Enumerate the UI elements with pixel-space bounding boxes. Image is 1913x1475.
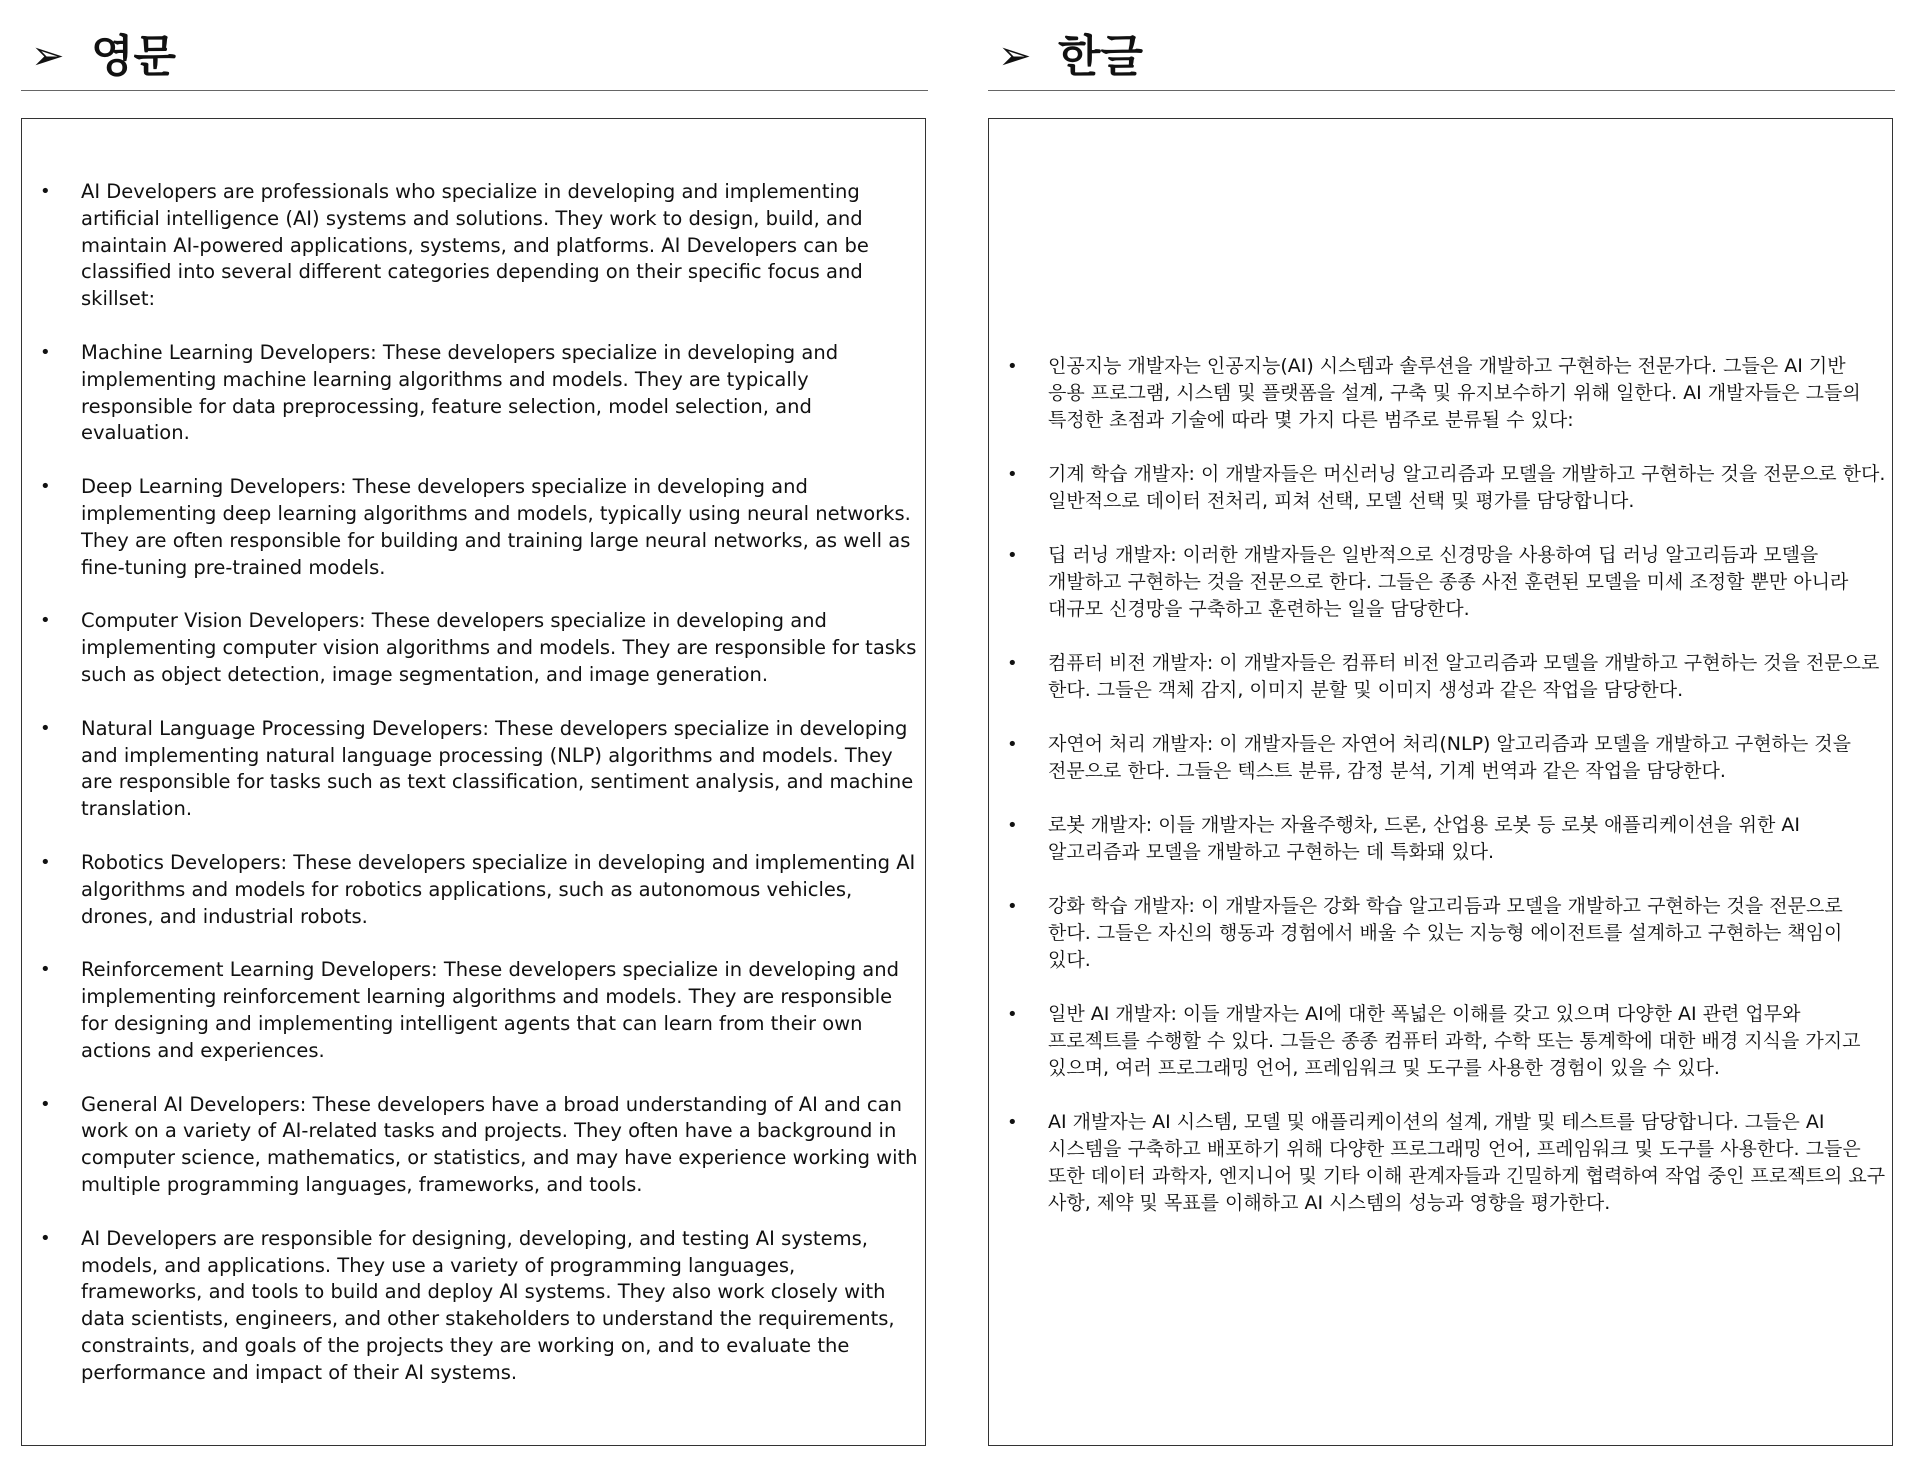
list-item bbox=[1007, 812, 1887, 866]
bullet-icon: • bbox=[40, 851, 51, 873]
english-bullet-list bbox=[40, 179, 920, 1413]
list-item-text: 자연어 처리 개발자: 이 개발자들은 자연어 처리(NLP) 알고리즘과 모델을 개발하고 구현하는 것을 전문으로 한다. 그들은 텍스트 분류, 감정 분석, 기계 번역과 같은 작업을 담당한다. bbox=[1048, 733, 1852, 782]
list-item-text: AI 개발자는 AI 시스템, 모델 및 애플리케이션의 설계, 개발 및 테스트를 담당합니다. 그들은 AI 시스템을 구축하고 배포하기 위해 다양한 프로그래밍 언어, 프레임워크 및 도구를 사용한다. 그들은 또한 데이터 과학자, 엔지니어 및 기타 이해 관계자들과 긴밀하게 협력하여 작업 중인 프로젝트의 요구 사항, 제약 및 목표를 이해하고 AI 시스템의 성능과 영향을 평가한다. bbox=[1048, 1111, 1886, 1214]
bullet-icon: • bbox=[40, 181, 51, 202]
arrow-bullet-icon: ➢ bbox=[31, 33, 65, 79]
bullet-icon: • bbox=[1007, 356, 1018, 377]
bullet-icon: • bbox=[1007, 1112, 1018, 1133]
list-item bbox=[1007, 1001, 1887, 1082]
list-item bbox=[40, 1226, 920, 1387]
list-item-text: 일반 AI 개발자: 이들 개발자는 AI에 대한 폭넓은 이해를 갖고 있으며 다양한 AI 관련 업무와 프로젝트를 수행할 수 있다. 그들은 종종 컴퓨터 과학, 수학 또는 통계학에 대한 배경 지식을 가지고 있으며, 여러 프로그래밍 언어, 프레임워크 및 도구를 사용한 경험이 있을 수 있다. bbox=[1048, 1003, 1861, 1079]
bullet-icon: • bbox=[40, 959, 51, 981]
english-text-box bbox=[21, 118, 926, 1446]
list-item bbox=[40, 474, 920, 581]
list-item bbox=[1007, 1109, 1887, 1217]
list-item-text: 딥 러닝 개발자: 이러한 개발자들은 일반적으로 신경망을 사용하여 딥 러닝 알고리듬과 모델을 개발하고 구현하는 것을 전문으로 한다. 그들은 종종 사전 훈련된 모델을 미세 조정할 뿐만 아니라 대규모 신경망을 구축하고 훈련하는 일을 담당한다. bbox=[1048, 544, 1849, 620]
korean-heading-title: 한글 bbox=[1058, 31, 1144, 82]
list-item bbox=[40, 957, 920, 1064]
list-item-text: 로봇 개발자: 이들 개발자는 자율주행차, 드론, 산업용 로봇 등 로봇 애플리케이션을 위한 AI 알고리즘과 모델을 개발하고 구현하는 데 특화돼 있다. bbox=[1048, 814, 1800, 863]
list-item bbox=[1007, 461, 1887, 515]
list-item-text: 강화 학습 개발자: 이 개발자들은 강화 학습 알고리듬과 모델을 개발하고 구현하는 것을 전문으로 한다. 그들은 자신의 행동과 경험에서 배울 수 있는 지능형 에이전트를 설계하고 구현하는 책임이 있다. bbox=[1048, 895, 1843, 971]
list-item-text: Deep Learning Developers: These developers specialize in developing and implementing deep learning algorithms and models, typically using neural networks. They are often responsible for building and training large neural networks, as well as fine-tuning pre-trained models. bbox=[81, 475, 911, 579]
list-item bbox=[1007, 650, 1887, 704]
list-item-text: General AI Developers: These developers have a broad understanding of AI and can work on a variety of AI-related tasks and projects. They often have a background in computer science, mathematics, or statistics, and may have experience working with multiple programming languages, frameworks, and tools. bbox=[81, 1092, 918, 1196]
list-item-text: Natural Language Processing Developers: These developers specialize in developing and implementing natural language processing (NLP) algorithms and models. They are responsible for tasks such as text classification, sentiment analysis, and machine translation. bbox=[81, 716, 914, 821]
list-item-text: AI Developers are responsible for designing, developing, and testing AI systems, models, and applications. They use a variety of programming languages, frameworks, and tools to build and deploy AI systems. They also work closely with data scientists, engineers, and other stakeholders to understand the requirements, constraints, and goals of the projects they are working on, and to evaluate the performance and impact of their AI systems. bbox=[81, 1226, 895, 1384]
list-item bbox=[1007, 353, 1887, 434]
arrow-bullet-icon: ➢ bbox=[998, 33, 1032, 79]
bullet-icon: • bbox=[1007, 896, 1018, 917]
english-heading-title: 영문 bbox=[91, 31, 177, 82]
bullet-icon: • bbox=[1007, 815, 1018, 836]
bullet-icon: • bbox=[1007, 653, 1018, 674]
list-item-text: Reinforcement Learning Developers: These developers specialize in developing and implementing reinforcement learning algorithms and models. They are responsible for designing and implementing intelligent agents that can learn from their own actions and experiences. bbox=[81, 958, 899, 1062]
list-item-text: 인공지능 개발자는 인공지능(AI) 시스템과 솔루션을 개발하고 구현하는 전문가다. 그들은 AI 기반 응용 프로그램, 시스템 및 플랫폼을 설계, 구축 및 유지보수하기 위해 일한다. AI 개발자들은 그들의 특정한 초점과 기술에 따라 몇 가지 다른 범주로 분류될 수 있다: bbox=[1048, 355, 1861, 431]
list-item bbox=[1007, 542, 1887, 623]
list-item bbox=[1007, 893, 1887, 974]
bullet-icon: • bbox=[1007, 464, 1018, 485]
bullet-icon: • bbox=[40, 1227, 51, 1249]
list-item-text: 컴퓨터 비전 개발자: 이 개발자들은 컴퓨터 비전 알고리즘과 모델을 개발하고 구현하는 것을 전문으로 한다. 그들은 객체 감지, 이미지 분할 및 이미지 생성과 같은 작업을 담당한다. bbox=[1048, 652, 1880, 701]
list-item bbox=[40, 608, 920, 688]
list-item-text: 기계 학습 개발자: 이 개발자들은 머신러닝 알고리즘과 모델을 개발하고 구현하는 것을 전문으로 한다. 일반적으로 데이터 전처리, 피쳐 선택, 모델 선택 및 평가를 담당합니다. bbox=[1048, 463, 1886, 512]
korean-bullet-list bbox=[1007, 353, 1887, 1244]
list-item bbox=[40, 340, 920, 447]
bullet-icon: • bbox=[40, 1093, 51, 1115]
list-item bbox=[40, 1092, 920, 1199]
bullet-icon: • bbox=[1007, 734, 1018, 755]
bullet-icon: • bbox=[40, 341, 51, 363]
bullet-icon: • bbox=[1007, 1004, 1018, 1025]
bullet-icon: • bbox=[40, 476, 51, 498]
korean-heading bbox=[988, 28, 1895, 91]
list-item-text: Computer Vision Developers: These developers specialize in developing and implementing computer vision algorithms and models. They are responsible for tasks such as object detection, image segmentation, and image generation. bbox=[81, 609, 917, 686]
list-item bbox=[1007, 731, 1887, 785]
list-item-text: Robotics Developers: These developers specialize in developing and implementing AI algorithms and models for robotics applications, such as autonomous vehicles, drones, and industrial robots. bbox=[81, 850, 916, 928]
korean-text-box bbox=[988, 118, 1893, 1446]
list-item bbox=[40, 179, 920, 313]
list-item bbox=[40, 716, 920, 823]
list-item-text: Machine Learning Developers: These developers specialize in developing and implementing machine learning algorithms and models. They are typically responsible for data preprocessing, feature selection, model selection, and evaluation. bbox=[81, 340, 839, 445]
bullet-icon: • bbox=[40, 717, 51, 739]
list-item bbox=[40, 850, 920, 930]
list-item-text: AI Developers are professionals who specialize in developing and implementing artificial intelligence (AI) systems and solutions. They work to design, build, and maintain AI-powered applications, systems, and platforms. AI Developers can be classified into several different categories depending on their specific focus and skillset: bbox=[81, 180, 869, 311]
english-heading bbox=[21, 28, 928, 91]
bullet-icon: • bbox=[1007, 545, 1018, 566]
bullet-icon: • bbox=[40, 610, 51, 632]
